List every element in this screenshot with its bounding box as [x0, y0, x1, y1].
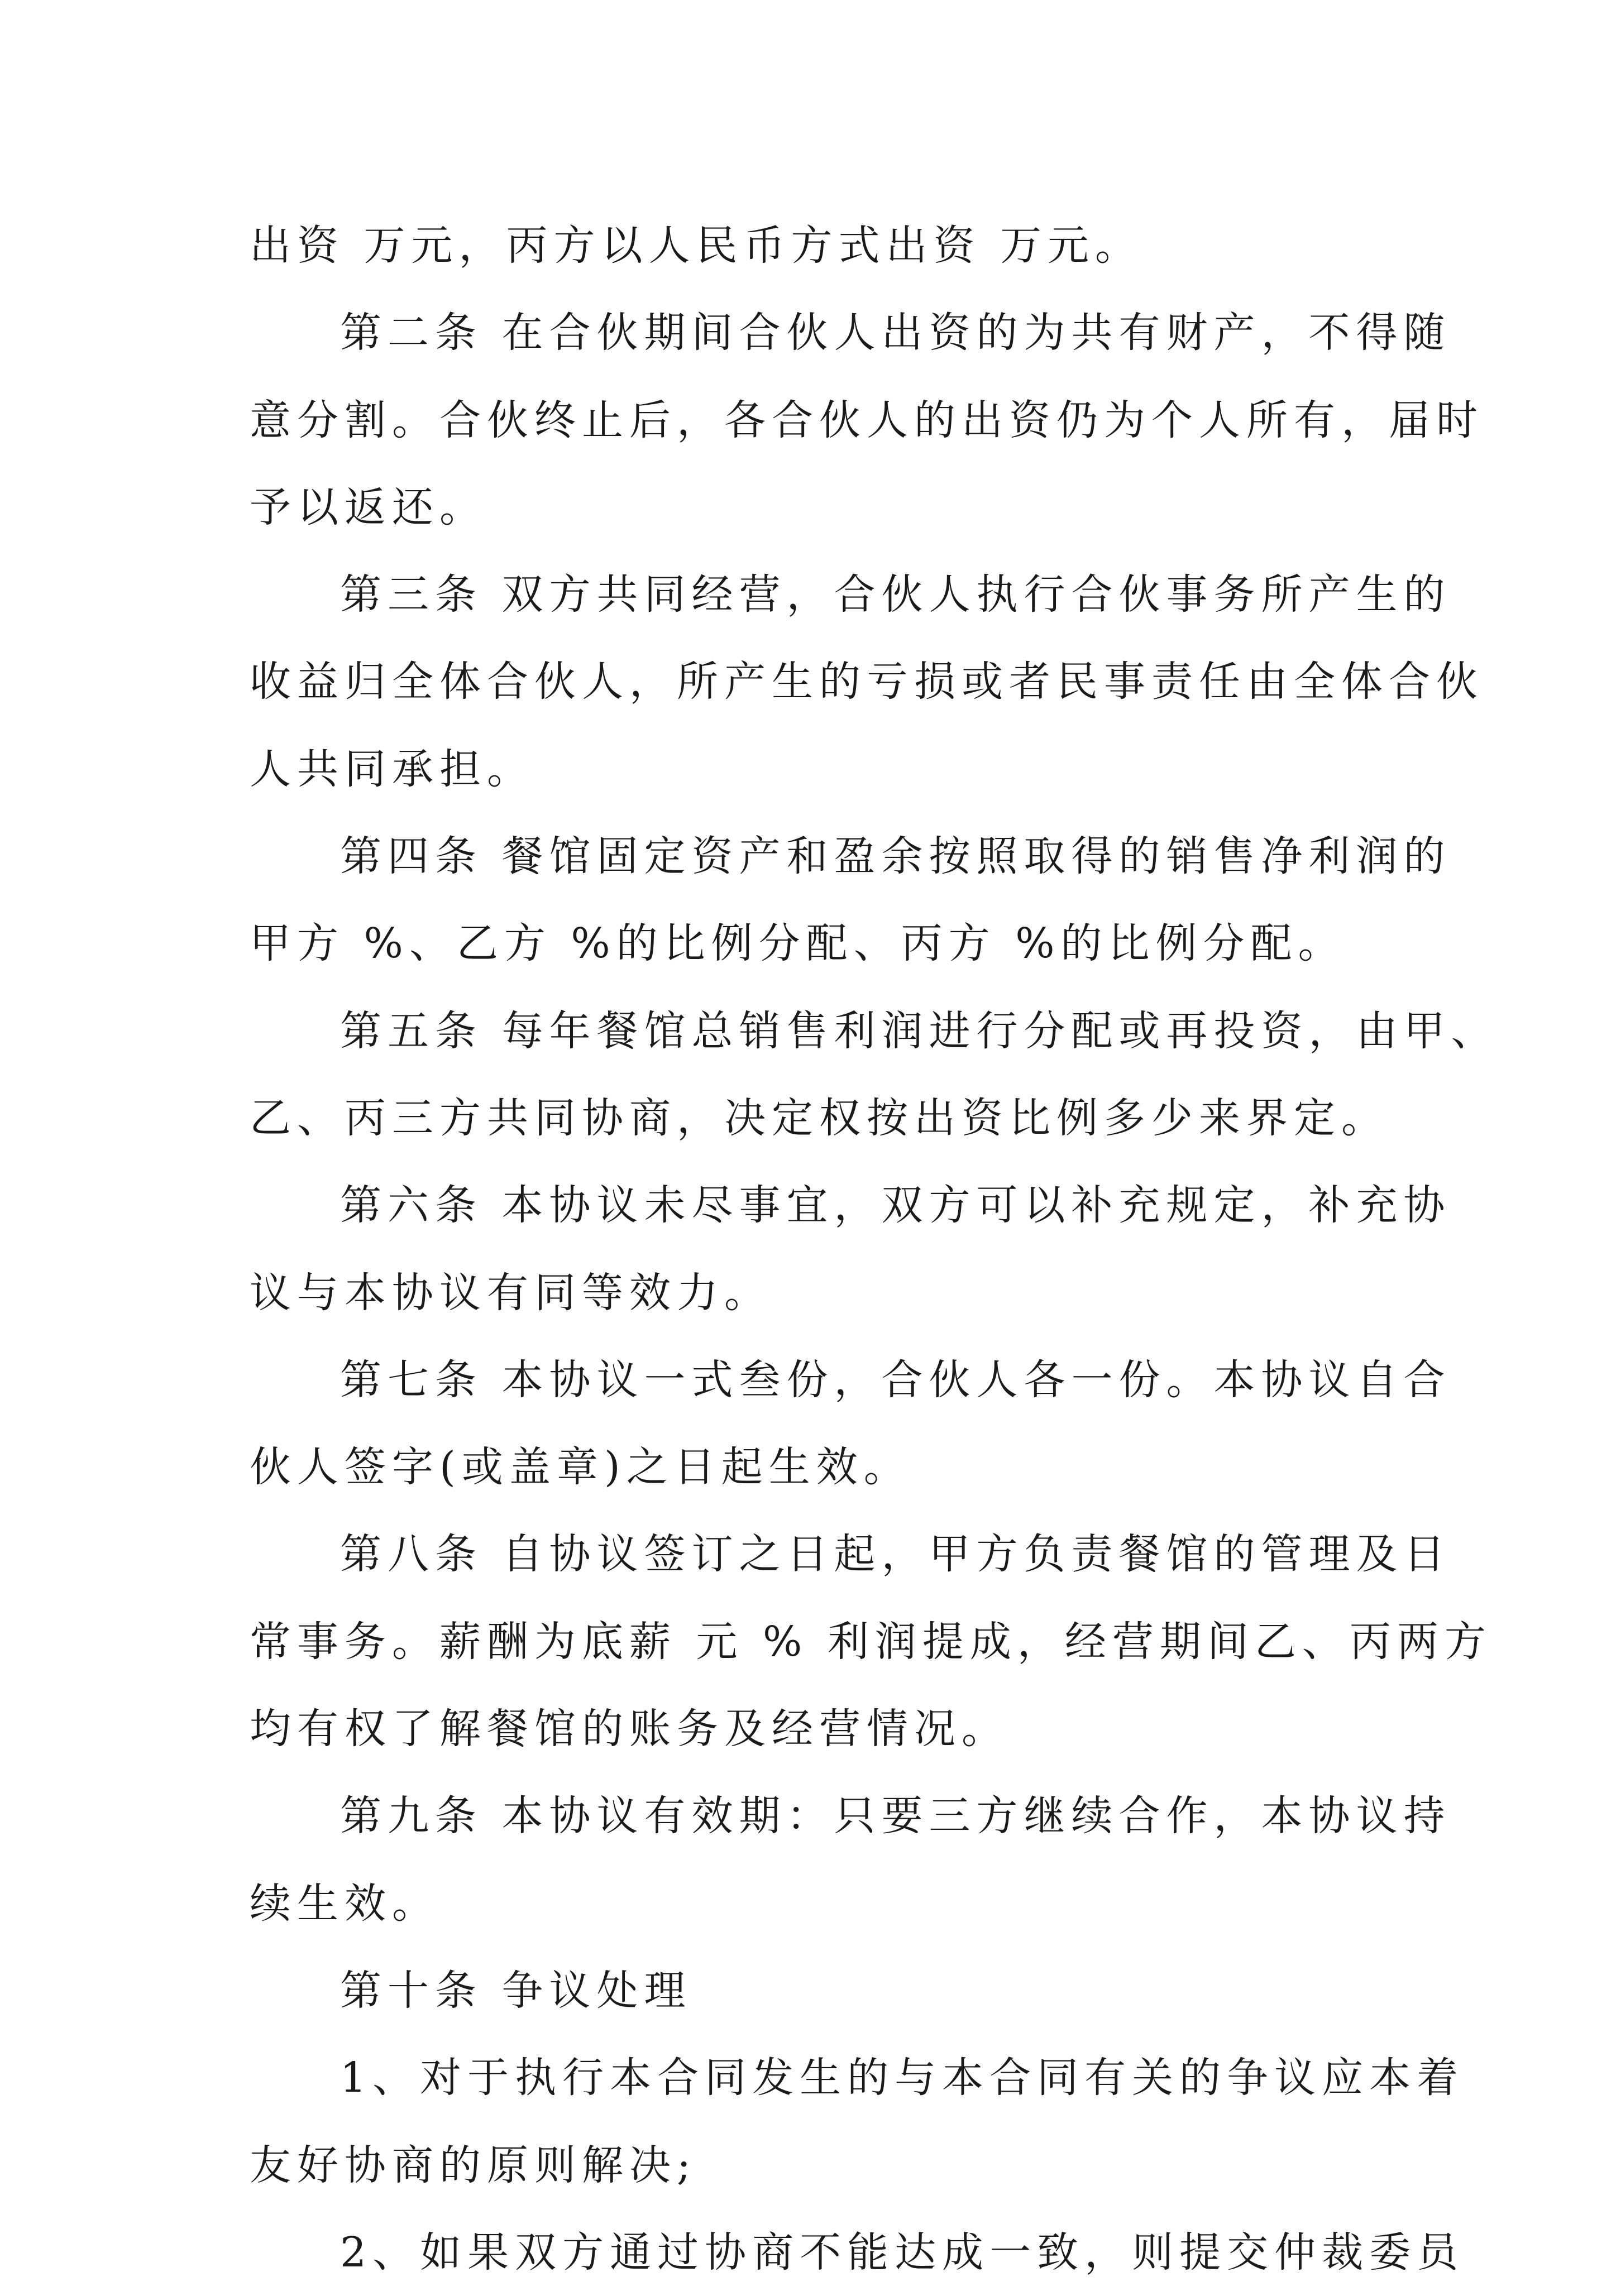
- clause-2-line: 2、如果双方通过协商不能达成一致，则提交仲裁委员: [340, 2228, 1465, 2276]
- article-8-line: 第八条 自协议签订之日起，甲方负责餐馆的管理及日: [340, 1530, 1451, 1579]
- body-line: 甲方 %、乙方 %的比例分配、丙方 %的比例分配。: [250, 919, 1346, 968]
- body-line: 意分割。合伙终止后，各合伙人的出资仍为个人所有，届时: [250, 396, 1484, 444]
- article-10-heading: 第十条 争议处理: [340, 1966, 692, 2015]
- body-line: 出资 万元，丙方以人民币方式出资 万元。: [250, 222, 1143, 270]
- article-4-line: 第四条 餐馆固定资产和盈余按照取得的销售净利润的: [340, 832, 1451, 881]
- article-2-line: 第二条 在合伙期间合伙人出资的为共有财产，不得随: [340, 309, 1451, 357]
- article-7-line: 第七条 本协议一式叁份，合伙人各一份。本协议自合: [340, 1355, 1451, 1404]
- article-3-line: 第三条 双方共同经营，合伙人执行合伙事务所产生的: [340, 571, 1451, 619]
- document-body: [250, 202, 1499, 2296]
- article-9-line: 第九条 本协议有效期：只要三方继续合作，本协议持: [340, 1792, 1451, 1840]
- body-line: 人共同承担。: [250, 745, 534, 793]
- body-line: 乙、丙三方共同协商，决定权按出资比例多少来界定。: [250, 1094, 1389, 1142]
- body-line: 均有权了解餐馆的账务及经营情况。: [250, 1705, 1009, 1753]
- body-line: 收益归全体合伙人，所产生的亏损或者民事责任由全体合伙: [250, 658, 1484, 706]
- body-line: 议与本协议有同等效力。: [250, 1268, 772, 1317]
- body-line: 常事务。薪酬为底薪 元 % 利润提成，经营期间乙、丙两方: [250, 1617, 1492, 1666]
- body-line: 友好协商的原则解决;: [250, 2141, 697, 2189]
- article-5-line: 第五条 每年餐馆总销售利润进行分配或再投资，由甲、: [340, 1006, 1499, 1055]
- body-line: 予以返还。: [250, 483, 487, 531]
- body-line: 续生效。: [250, 1879, 439, 1928]
- clause-1-line: 1、对于执行本合同发生的与本合同有关的争议应本着: [340, 2054, 1465, 2102]
- article-6-line: 第六条 本协议未尽事宜，双方可以补充规定，补充协: [340, 1181, 1451, 1230]
- body-line: 伙人签字(或盖章)之日起生效。: [250, 1443, 911, 1492]
